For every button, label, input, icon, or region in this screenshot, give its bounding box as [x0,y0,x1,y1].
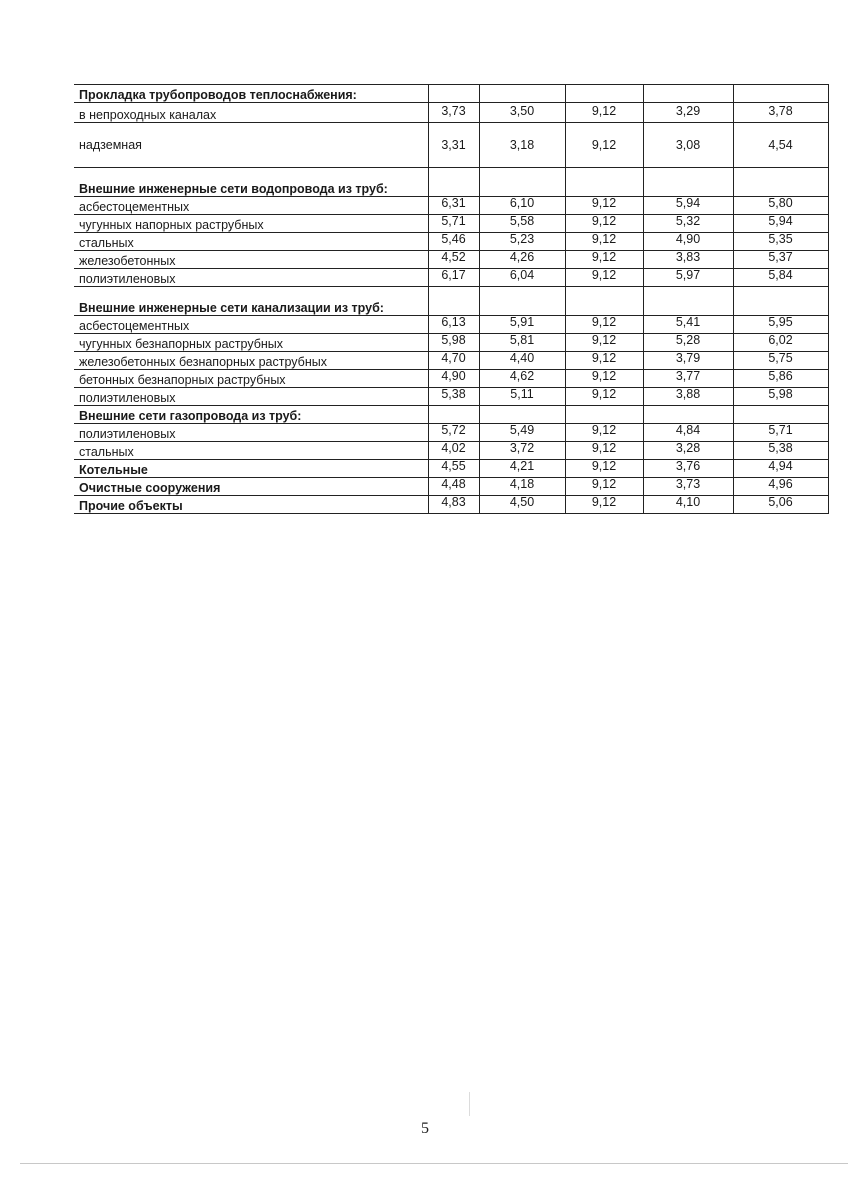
value-cell [428,316,479,334]
value-cell [643,334,733,352]
row-label: Внешние сети газопровода из труб: [74,406,428,424]
table-row [74,123,828,168]
value-cell [565,85,643,103]
value-text: 4,50 [509,495,535,509]
value-cell [479,233,565,251]
value-text: 9,12 [591,315,617,329]
value-cell [479,168,565,197]
value-cell [643,370,733,388]
value-cell [733,85,828,103]
value-cell [643,442,733,460]
value-cell [428,85,479,103]
value-cell [733,168,828,197]
value-text: 5,49 [509,423,535,437]
value-text: 3,31 [441,138,466,152]
value-text: 9,12 [591,459,617,473]
value-text: 9,12 [591,495,617,509]
value-text: 3,78 [768,104,793,118]
value-cell [479,370,565,388]
value-text: 4,96 [768,477,793,491]
value-text: 5,28 [675,333,701,347]
value-text: 6,10 [509,196,535,210]
value-cell [643,215,733,233]
value-cell [733,370,828,388]
value-cell [479,197,565,215]
value-text: 5,71 [441,214,466,228]
value-cell [428,352,479,370]
value-text: 5,46 [441,232,466,246]
value-text: 4,40 [509,351,535,365]
value-cell [643,251,733,269]
value-cell [565,424,643,442]
value-cell [428,370,479,388]
value-text: 5,75 [768,351,793,365]
row-label: железобетонных [74,251,428,269]
table-row [74,352,828,370]
value-cell [733,123,828,168]
table-row [74,269,828,287]
row-label: Внешние инженерные сети канализации из труб: [74,287,428,316]
value-text: 4,84 [675,423,701,437]
value-cell [479,251,565,269]
value-text: 5,98 [768,387,793,401]
value-cell [479,85,565,103]
value-cell [428,123,479,168]
value-text: 9,12 [591,232,617,246]
value-cell [565,251,643,269]
table-section-row [74,287,828,316]
value-text: 9,12 [591,196,617,210]
value-cell [643,496,733,514]
row-label: надземная [74,123,428,168]
value-cell [479,442,565,460]
value-text: 5,35 [768,232,793,246]
value-text: 3,08 [675,138,701,152]
value-cell [479,215,565,233]
value-cell [643,352,733,370]
value-text: 3,76 [675,459,701,473]
value-cell [733,215,828,233]
value-text: 3,73 [441,104,466,118]
value-cell [643,269,733,287]
value-cell [428,269,479,287]
value-cell [565,478,643,496]
value-cell [565,370,643,388]
value-cell [479,460,565,478]
value-text: 4,54 [768,138,793,152]
value-cell [733,269,828,287]
row-label: чугунных напорных раструбных [74,215,428,233]
value-text: 4,62 [509,369,535,383]
value-text: 4,02 [441,441,466,455]
value-cell [428,334,479,352]
value-cell [565,388,643,406]
value-cell [428,478,479,496]
value-cell [643,388,733,406]
value-cell [565,123,643,168]
value-text: 5,94 [768,214,793,228]
value-cell [479,103,565,123]
table-section-row [74,168,828,197]
value-text: 6,04 [509,268,535,282]
value-cell [733,406,828,424]
table-row [74,424,828,442]
value-text: 5,97 [675,268,701,282]
row-label: Котельные [74,460,428,478]
value-cell [733,478,828,496]
value-cell [565,496,643,514]
value-text: 6,17 [441,268,466,282]
value-cell [565,460,643,478]
value-text: 5,32 [675,214,701,228]
value-cell [428,233,479,251]
value-cell [565,215,643,233]
value-cell [479,406,565,424]
value-cell [428,460,479,478]
value-text: 9,12 [591,423,617,437]
table-body [74,85,828,514]
value-cell [733,233,828,251]
value-cell [428,424,479,442]
row-label: в непроходных каналах [74,103,428,123]
value-text: 3,28 [675,441,701,455]
row-label: полиэтиленовых [74,424,428,442]
table-row [74,251,828,269]
value-text: 4,70 [441,351,466,365]
value-cell [428,388,479,406]
value-cell [565,334,643,352]
value-cell [565,269,643,287]
table-row [74,103,828,123]
table-section-row [74,478,828,496]
table-row [74,316,828,334]
value-cell [565,406,643,424]
value-cell [428,197,479,215]
value-text: 5,11 [510,387,534,401]
value-cell [479,334,565,352]
value-text: 9,12 [591,351,617,365]
table-row [74,388,828,406]
row-label: стальных [74,442,428,460]
table-row [74,197,828,215]
table-section-row [74,406,828,424]
value-text: 9,12 [591,138,617,152]
value-text: 9,12 [591,214,617,228]
table-section-row [74,85,828,103]
value-cell [428,287,479,316]
value-cell [428,168,479,197]
value-cell [479,352,565,370]
value-cell [479,269,565,287]
value-cell [733,460,828,478]
value-cell [479,496,565,514]
value-text: 5,94 [675,196,701,210]
value-cell [643,85,733,103]
value-cell [733,334,828,352]
row-label: Очистные сооружения [74,478,428,496]
value-text: 6,31 [441,196,466,210]
value-text: 6,13 [441,315,466,329]
value-text: 9,12 [591,104,617,118]
value-cell [643,103,733,123]
value-text: 5,38 [441,387,466,401]
row-label: Внешние инженерные сети водопровода из труб: [74,168,428,197]
value-cell [565,103,643,123]
value-text: 9,12 [591,477,617,491]
value-cell [479,316,565,334]
value-text: 5,98 [441,333,466,347]
value-text: 3,73 [675,477,701,491]
value-text: 5,84 [768,268,793,282]
value-text: 4,48 [441,477,466,491]
value-text: 9,12 [591,250,617,264]
value-cell [428,442,479,460]
value-text: 4,18 [509,477,535,491]
value-text: 4,26 [509,250,535,264]
table-row [74,334,828,352]
value-text: 5,38 [768,441,793,455]
value-text: 9,12 [591,387,617,401]
value-cell [479,424,565,442]
table-row [74,442,828,460]
value-cell [565,287,643,316]
value-cell [733,442,828,460]
value-cell [733,197,828,215]
row-label: Прокладка трубопроводов теплоснабжения: [74,85,428,103]
value-cell [565,168,643,197]
value-text: 3,83 [675,250,701,264]
value-text: 3,50 [509,104,535,118]
value-text: 9,12 [591,369,617,383]
value-text: 5,23 [509,232,535,246]
row-label: Прочие объекты [74,496,428,514]
value-cell [428,496,479,514]
row-label: полиэтиленовых [74,269,428,287]
value-cell [733,251,828,269]
value-cell [643,460,733,478]
table-section-row [74,496,828,514]
value-text: 5,86 [768,369,793,383]
row-label: асбестоцементных [74,316,428,334]
value-cell [479,478,565,496]
row-label: стальных [74,233,428,251]
table-row [74,215,828,233]
value-text: 9,12 [591,268,617,282]
value-cell [565,197,643,215]
value-text: 4,21 [509,459,535,473]
value-cell [643,168,733,197]
value-cell [643,478,733,496]
value-text: 9,12 [591,333,617,347]
value-cell [643,123,733,168]
value-cell [643,233,733,251]
value-text: 3,77 [675,369,701,383]
value-text: 5,72 [441,423,466,437]
value-text: 3,72 [509,441,535,455]
value-text: 4,90 [675,232,701,246]
table-row [74,233,828,251]
value-cell [565,233,643,251]
value-cell [733,424,828,442]
value-cell [733,287,828,316]
value-cell [565,316,643,334]
value-cell [733,388,828,406]
row-label: полиэтиленовых [74,388,428,406]
row-label: железобетонных безнапорных раструбных [74,352,428,370]
value-cell [479,388,565,406]
value-text: 4,10 [675,495,701,509]
value-text: 3,18 [509,138,535,152]
value-text: 4,52 [441,250,466,264]
value-text: 4,90 [441,369,466,383]
row-label: асбестоцементных [74,197,428,215]
table-section-row [74,460,828,478]
value-cell [479,287,565,316]
value-cell [428,406,479,424]
value-text: 5,71 [768,423,793,437]
value-cell [479,123,565,168]
value-text: 4,94 [768,459,793,473]
scan-edge-line [20,1163,848,1164]
value-cell [733,352,828,370]
value-text: 3,88 [675,387,701,401]
value-text: 6,02 [768,333,793,347]
value-text: 4,55 [441,459,466,473]
row-label: чугунных безнапорных раструбных [74,334,428,352]
value-text: 5,81 [509,333,535,347]
row-label: бетонных безнапорных раструбных [74,370,428,388]
value-cell [643,424,733,442]
value-cell [643,316,733,334]
value-cell [733,316,828,334]
value-text: 5,37 [768,250,793,264]
page-number: 5 [421,1120,429,1137]
value-cell [428,103,479,123]
value-cell [643,406,733,424]
value-text: 5,80 [768,196,793,210]
value-cell [428,251,479,269]
value-cell [428,215,479,233]
value-text: 3,79 [675,351,701,365]
value-cell [565,352,643,370]
value-text: 5,91 [509,315,535,329]
value-text: 5,58 [509,214,535,228]
value-cell [643,287,733,316]
value-text: 5,41 [675,315,701,329]
value-text: 4,83 [441,495,466,509]
value-text: 9,12 [591,441,617,455]
cost-index-table [74,84,829,514]
value-text: 3,29 [675,104,701,118]
value-text: 5,95 [768,315,793,329]
value-text: 5,06 [768,495,793,509]
value-cell [733,103,828,123]
value-cell [565,442,643,460]
value-cell [733,496,828,514]
value-cell [643,197,733,215]
scan-artifact [469,1092,470,1116]
table-row [74,370,828,388]
